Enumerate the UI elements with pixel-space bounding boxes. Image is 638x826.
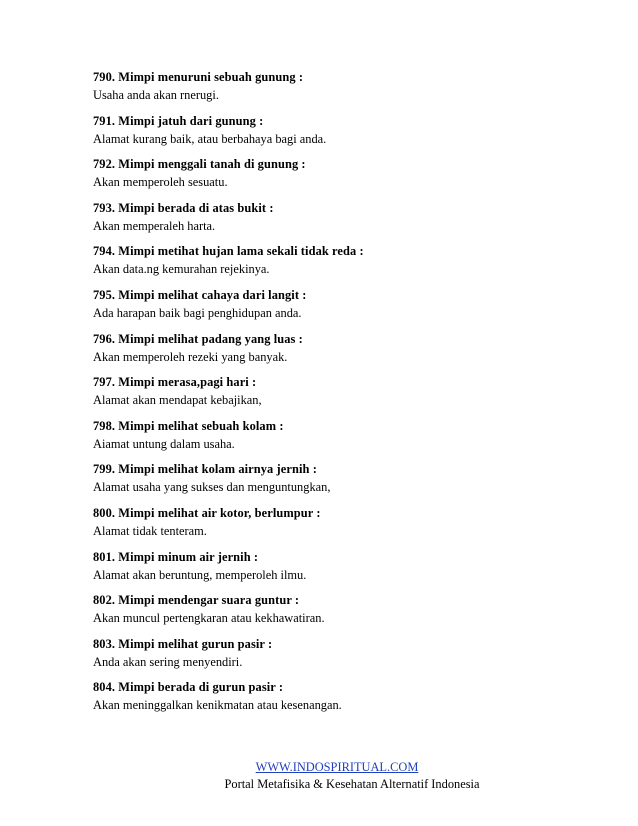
entry-title: 796. Mimpi melihat padang yang luas :	[93, 331, 303, 346]
entry-meaning: Aiamat untung dalam usaha.	[93, 436, 235, 451]
entry-title: 800. Mimpi melihat air kotor, berlumpur :	[93, 505, 321, 520]
entry-meaning: Akan memperaleh harta.	[93, 218, 216, 233]
dream-entry-798	[93, 417, 613, 461]
entry-title: 793. Mimpi berada di atas bukit :	[93, 200, 274, 215]
entry-title: 797. Mimpi merasa,pagi hari :	[93, 375, 257, 390]
dream-entry-797	[93, 373, 613, 417]
entry-meaning: Ada harapan baik bagi penghidupan anda.	[93, 305, 302, 320]
dream-entry-800	[93, 504, 613, 548]
dream-entry-796	[93, 330, 613, 374]
dream-entry-791	[93, 112, 613, 156]
entry-meaning: Alamat kurang baik, atau berbahaya bagi anda.	[93, 131, 327, 146]
dream-entry-804	[93, 678, 613, 722]
entry-title: 803. Mimpi melihat gurun pasir :	[93, 636, 273, 651]
dream-entry-794	[93, 242, 613, 286]
entry-title: 802. Mimpi mendengar suara guntur :	[93, 593, 300, 608]
entry-title: 798. Mimpi melihat sebuah kolam :	[93, 418, 284, 433]
page-footer	[0, 759, 638, 793]
dream-entry-792	[93, 155, 613, 199]
dream-entry-795	[93, 286, 613, 330]
dream-entry-799	[93, 460, 613, 504]
entry-title: 792. Mimpi menggali tanah di gunung :	[93, 157, 306, 172]
entry-meaning: Akan memperoleh rezeki yang banyak.	[93, 349, 288, 364]
document-body	[93, 68, 613, 722]
entry-title: 795. Mimpi melihat cahaya dari langit :	[93, 287, 307, 302]
dream-entry-803	[93, 635, 613, 679]
entry-title: 794. Mimpi metihat hujan lama sekali tidak reda :	[93, 244, 364, 259]
entry-meaning: Anda akan sering menyendiri.	[93, 654, 243, 669]
entry-title: 799. Mimpi melihat kolam airnya jernih :	[93, 462, 317, 477]
entry-meaning: Usaha anda akan rnerugi.	[93, 88, 219, 102]
entry-meaning: Alamat akan beruntung, memperoleh ilmu.	[93, 567, 307, 582]
dream-entry-802	[93, 591, 613, 635]
entry-title: 801. Mimpi minum air jernih :	[93, 549, 259, 564]
entry-meaning: Alamat akan mendapat kebajikan,	[93, 393, 262, 408]
website-link[interactable]: WWW.INDOSPIRITUAL.COM	[255, 760, 419, 774]
entry-meaning: Akan memperoleh sesuatu.	[93, 175, 228, 190]
dream-entry-790	[93, 68, 613, 112]
entry-title: 791. Mimpi jatuh dari gunung :	[93, 113, 264, 128]
entry-meaning: Akan data.ng kemurahan rejekinya.	[93, 262, 270, 277]
entry-title: 804. Mimpi berada di gurun pasir :	[93, 680, 284, 695]
dream-entry-801	[93, 548, 613, 592]
entry-meaning: Alamat tidak tenteram.	[93, 523, 207, 538]
footer-subtitle: Portal Metafisika & Kesehatan Alternatif Indonesia	[224, 777, 480, 791]
entry-title: 790. Mimpi menuruni sebuah gunung :	[93, 70, 304, 84]
entry-meaning: Akan muncul pertengkaran atau kekhawatiran.	[93, 611, 325, 626]
entry-meaning: Akan meninggalkan kenikmatan atau kesenangan.	[93, 698, 342, 713]
dream-entry-793	[93, 199, 613, 243]
entry-meaning: Alamat usaha yang sukses dan menguntungkan,	[93, 480, 331, 495]
